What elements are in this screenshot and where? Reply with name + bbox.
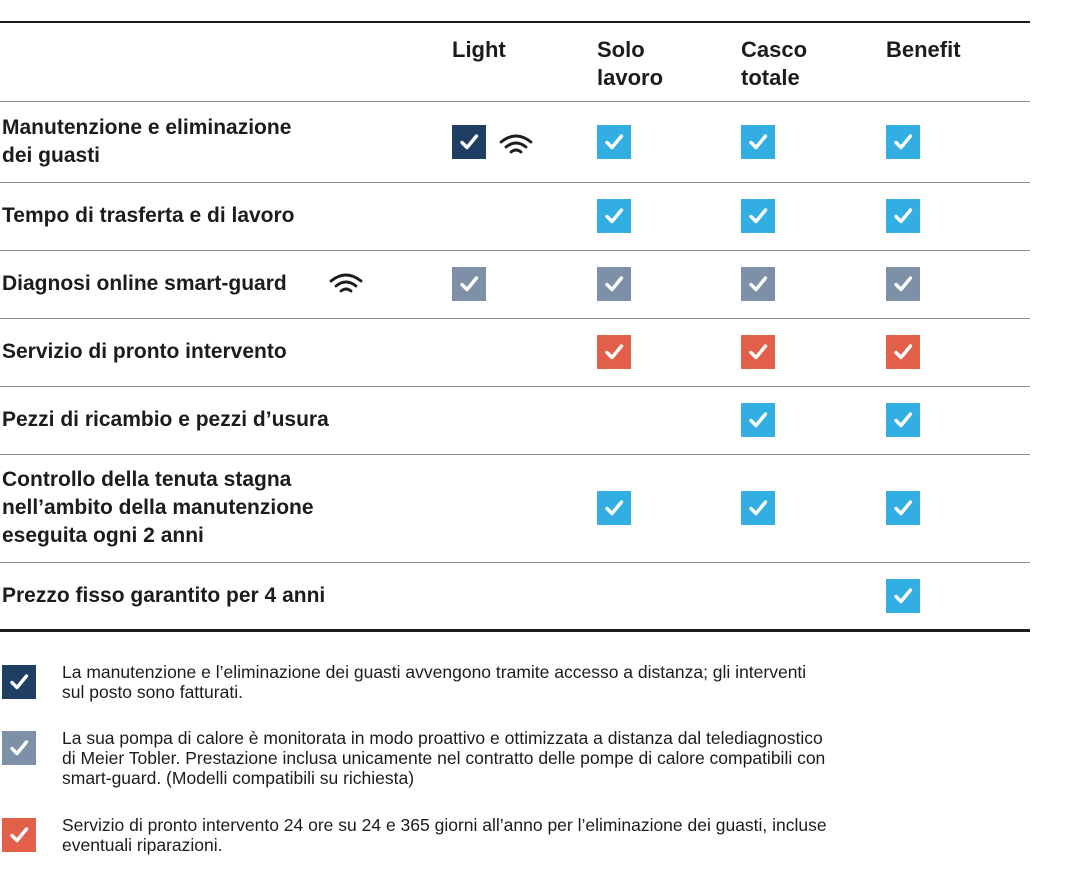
check-icon [2,665,36,699]
row-label [2,202,295,230]
column-header-solo-lavoro: Solo lavoro [597,37,664,90]
check-icon [741,199,775,233]
check-icon [597,125,631,159]
row-label-line: Diagnosi online smart-guard [2,272,287,295]
row-label [2,338,287,366]
check-cell [886,579,920,613]
check-cell [452,125,486,159]
legend-text [62,728,992,788]
check-cell [886,267,920,301]
table-row [0,318,1030,387]
check-cell [886,199,920,233]
row-label-line: Servizio di pronto intervento [2,340,287,363]
check-cell [597,125,631,159]
check-icon [452,267,486,301]
row-label-line: Pezzi di ricambio e pezzi d’usura [2,408,329,431]
table-row [0,386,1030,455]
legend-text-line: smart-guard. (Modelli compatibili su richiesta) [62,768,415,788]
column-header-casco-totale: Casco totale [741,37,808,90]
legend-text [62,815,992,855]
table-row [0,250,1030,319]
row-label [2,114,291,170]
row-label [2,582,325,610]
table-row [0,182,1030,251]
legend-text-line: Servizio di pronto intervento 24 ore su 24 e 365 giorni all’anno per l’eliminazione dei guasti, incluse [62,815,827,835]
check-icon [886,125,920,159]
row-label [2,406,329,434]
legend-text-line: La sua pompa di calore è monitorata in modo proattivo e ottimizzata a distanza dal telediagnostico [62,728,823,748]
check-cell [886,491,920,525]
check-cell [452,267,486,301]
table-header [0,23,1030,102]
check-cell [741,125,775,159]
table-row [0,562,1030,629]
check-cell [741,267,775,301]
legend-text-line: sul posto sono fatturati. [62,682,243,702]
row-label-line: Tempo di trasferta e di lavoro [2,204,295,227]
wifi-icon [498,131,534,159]
check-icon [886,335,920,369]
check-icon [886,579,920,613]
check-cell [597,199,631,233]
check-icon [886,491,920,525]
legend-text [62,662,992,702]
check-icon [741,335,775,369]
check-icon [597,199,631,233]
row-label [2,270,287,298]
row-label [2,466,314,550]
check-icon [741,267,775,301]
check-cell [597,491,631,525]
column-header-light: Light [452,37,506,62]
legend-text-line: di Meier Tobler. Prestazione inclusa unicamente nel contratto delle pompe di calore compatibili con [62,748,826,768]
row-label-line: eseguita ogni 2 anni [2,524,204,547]
check-icon [597,335,631,369]
wifi-icon [328,270,364,298]
check-icon [741,403,775,437]
check-cell [886,335,920,369]
check-icon [886,403,920,437]
legend-text-line: La manutenzione e l’eliminazione dei guasti avvengono tramite accesso a distanza; gli interventi [62,662,807,682]
check-icon [452,125,486,159]
check-cell [597,267,631,301]
check-cell [741,491,775,525]
check-icon [597,491,631,525]
check-cell [597,335,631,369]
legend-swatch [2,731,36,765]
check-icon [2,731,36,765]
check-cell [886,125,920,159]
check-cell [741,335,775,369]
row-label-line: Controllo della tenuta stagna [2,468,292,491]
check-icon [2,818,36,852]
check-icon [741,491,775,525]
row-label-line: Prezzo fisso garantito per 4 anni [2,584,326,607]
row-label-line: dei guasti [2,144,101,167]
table-bottom-rule [0,629,1030,632]
row-label-line: Manutenzione e eliminazione [2,116,292,139]
check-cell [886,403,920,437]
table-row [0,454,1030,563]
table-row [0,102,1030,183]
check-icon [597,267,631,301]
row-label-line: nell’ambito della manutenzione [2,496,314,519]
check-icon [886,199,920,233]
check-cell [741,199,775,233]
legend-swatch [2,818,36,852]
legend-text-line: eventuali riparazioni. [62,835,223,855]
check-cell [741,403,775,437]
check-icon [741,125,775,159]
legend-swatch [2,665,36,699]
column-header-benefit: Benefit [886,37,961,62]
check-icon [886,267,920,301]
